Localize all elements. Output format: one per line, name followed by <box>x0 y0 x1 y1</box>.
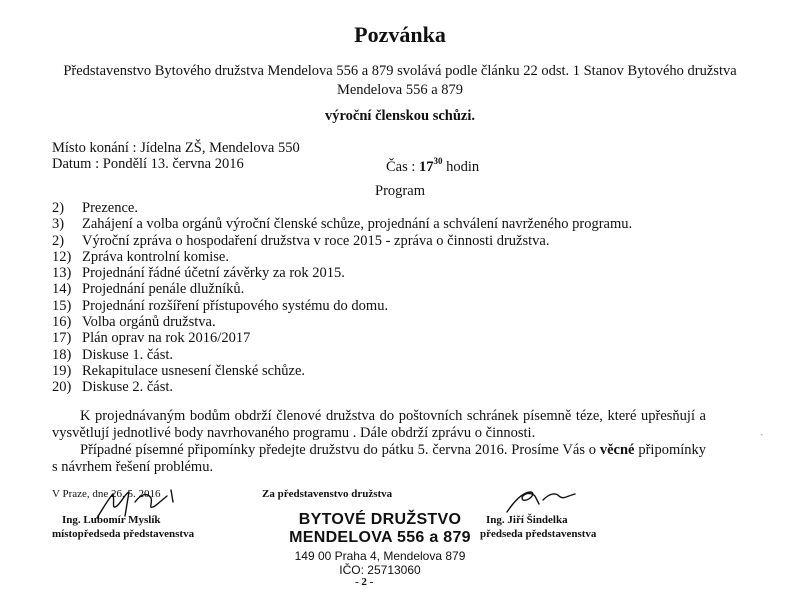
left-signer-role: místopředseda představenstva <box>52 528 195 540</box>
paragraph-comments-end: připomínky s návrhem řešení problému. <box>52 442 706 475</box>
agenda-item-text: Zahájení a volba orgánů výroční členské schůze, projednání a schválení navrženého programu. <box>82 216 633 233</box>
agenda-item-number: 20) <box>52 379 72 396</box>
agenda-item <box>52 265 632 281</box>
time-label: Čas : <box>386 159 416 175</box>
paragraph-materials: K projednávaným bodům obdrží členové družstva do poštovních schránek písemně téze, které upřesňují a vysvětlují jednotlivé body navrhovaného programu . Dále obdrží zprávu o činnosti. <box>52 408 706 441</box>
date-line <box>52 156 244 173</box>
agenda-item <box>52 298 632 314</box>
agenda-item-number: 19) <box>52 362 72 379</box>
place-value: Jídelna ZŠ, Mendelova 550 <box>140 140 300 156</box>
page-number: - 2 - <box>355 576 374 588</box>
agenda-item-text: Projednání řádné účetní závěrky za rok 2015. <box>82 265 345 282</box>
paragraph-comments-text: Případné písemné připomínky předejte družstvu do pátku 5. června 2016. Prosíme Vás o <box>80 442 600 458</box>
agenda-item-text: Plán oprav na rok 2016/2017 <box>82 330 251 347</box>
stamp-line-1: BYTOVÉ DRUŽSTVO <box>298 511 462 528</box>
agenda-item <box>52 363 632 379</box>
agenda-item-text: Volba orgánů družstva. <box>82 314 216 331</box>
agenda-item <box>52 314 632 330</box>
agenda-item-number: 13) <box>52 265 72 282</box>
place-label: Místo konání : <box>52 140 137 156</box>
intro-text: Představenstvo Bytového družstva Mendelova 556 a 879 svolává podle článku 22 odst. 1 Stanov Bytového družstva Mendelova 556 a 879 <box>63 63 737 98</box>
agenda-item-number: 17) <box>52 330 72 347</box>
agenda-item-text: Projednání rozšíření přístupového systému do domu. <box>82 297 389 314</box>
document-title: Pozvánka <box>354 22 446 47</box>
middle-label: Za představenstvo družstva <box>262 488 393 500</box>
agenda-item-number: 16) <box>52 314 72 331</box>
program-heading: Program <box>375 183 425 199</box>
agenda-item-number: 2) <box>52 232 65 249</box>
date-value: Pondělí 13. června 2016 <box>102 156 244 172</box>
stamp-line-3: 149 00 Praha 4, Mendelova 879 <box>294 549 466 563</box>
agenda-item-text: Výroční zpráva o hospodaření družstva v roce 2015 - zpráva o činnosti družstva. <box>82 232 550 249</box>
meeting-subject: výroční členskou schůzi. <box>325 108 475 124</box>
agenda-item-number: 14) <box>52 281 72 298</box>
right-signer-name: Ing. Jiří Šindelka <box>486 514 568 526</box>
stamp-line-4: IČO: 25713060 <box>339 563 421 577</box>
cooperative-stamp <box>240 511 520 577</box>
agenda-item-number: 18) <box>52 346 72 363</box>
agenda-item <box>52 249 632 265</box>
agenda-item <box>52 330 632 346</box>
paragraph-comments <box>52 442 706 476</box>
agenda-item-text: Prezence. <box>82 200 138 216</box>
agenda-item-number: 3) <box>52 216 65 233</box>
agenda-item-number: 2) <box>52 200 65 216</box>
place-date: V Praze, dne 26. 5. 2016 <box>52 488 161 500</box>
agenda-item <box>52 233 632 249</box>
agenda-item-text: Zpráva kontrolní komise. <box>82 248 229 265</box>
agenda-item-text: Diskuse 1. část. <box>82 346 174 363</box>
left-handwritten-signature <box>95 488 185 524</box>
time-line <box>386 156 479 176</box>
agenda-item-number: 12) <box>52 248 72 265</box>
time-unit: hodin <box>446 159 480 175</box>
agenda-list <box>52 200 632 396</box>
agenda-item <box>52 216 632 232</box>
agenda-item <box>52 347 632 363</box>
margin-mark: ˏ <box>760 424 764 436</box>
agenda-item <box>52 200 632 216</box>
place-line <box>52 140 300 157</box>
date-label: Datum : <box>52 156 100 172</box>
time-minutes: 30 <box>433 156 443 166</box>
paragraph-comments-bold: věcné <box>599 442 635 458</box>
agenda-item-number: 15) <box>52 297 72 314</box>
left-signer-name: Ing. Lubomír Myslík <box>62 514 161 526</box>
agenda-item <box>52 379 632 395</box>
agenda-item <box>52 281 632 297</box>
right-signer-role: předseda představenstva <box>480 528 597 540</box>
agenda-item-text: Projednání penále dlužníků. <box>82 281 245 298</box>
stamp-line-2: MENDELOVA 556 a 879 <box>289 529 471 546</box>
agenda-item-text: Diskuse 2. část. <box>82 379 174 396</box>
time-hour: 17 <box>419 159 434 175</box>
right-handwritten-signature <box>505 486 585 516</box>
agenda-item-text: Rekapitulace usnesení členské schůze. <box>82 362 306 379</box>
